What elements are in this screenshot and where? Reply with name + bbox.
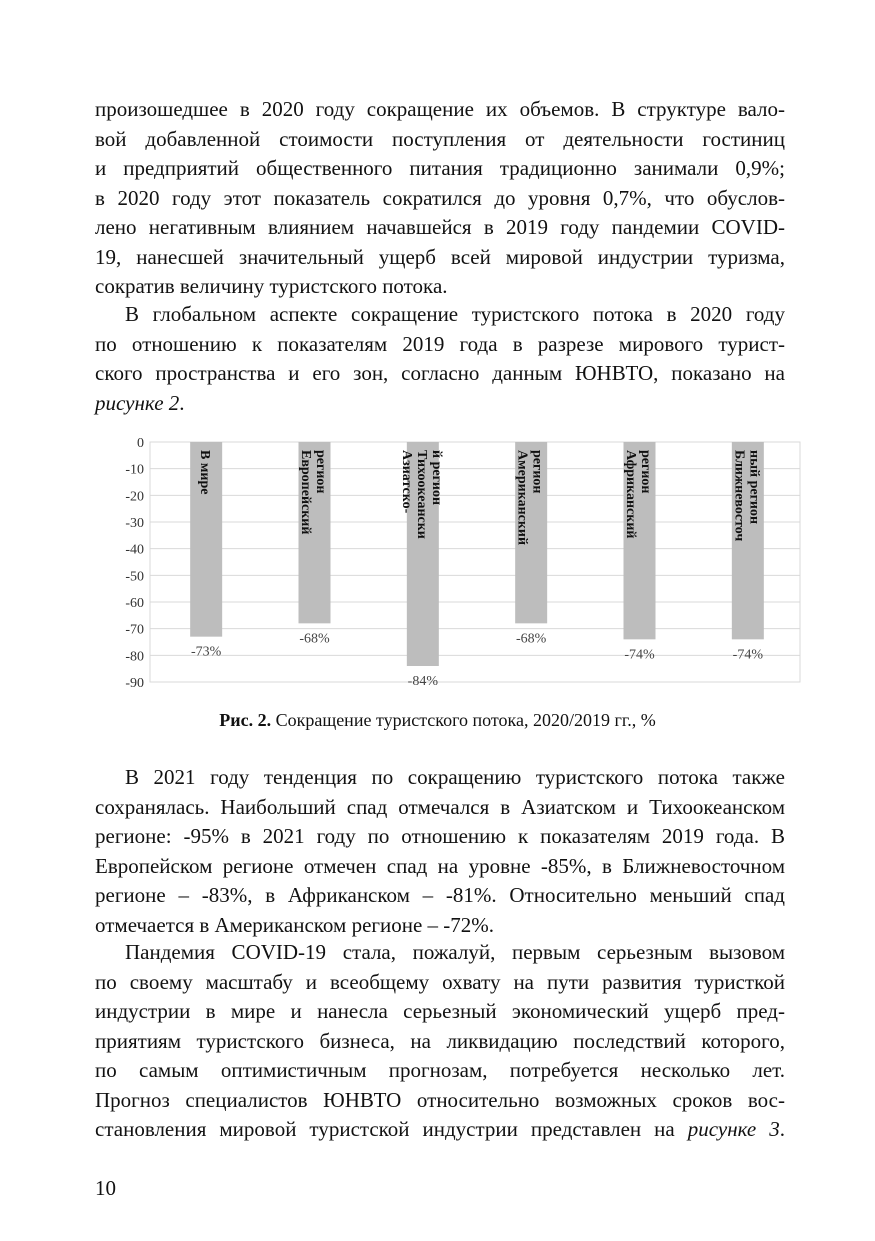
data-label: -68% [299, 631, 330, 647]
punctuation: . [179, 390, 185, 415]
category-label-line: регион [313, 450, 328, 494]
text-line: В глобальном аспекте сокращение туристского потока в 2020 году [125, 302, 785, 326]
plot-area-border [150, 442, 800, 682]
category-label-line: Африканский [623, 450, 638, 539]
data-label: -84% [407, 674, 438, 689]
y-tick-label: -70 [125, 622, 144, 638]
text-line: 19, нанесшей значительный ущерб всей мировой индустрии туризма, [95, 244, 785, 269]
category-label-line: регион [529, 450, 545, 494]
text-line: регионе: -95% в 2021 году по отношению к показателям 2019 года. В [95, 824, 785, 848]
paragraph-4 [95, 938, 785, 1145]
data-label: -73% [191, 644, 222, 660]
text-line: Европейском регионе отмечен спад на уровне -85%, в Ближневосточном [95, 853, 785, 878]
category-label [197, 450, 212, 494]
text-line: отмечается в Американском регионе – -72%. [95, 912, 495, 937]
paragraph-1 [95, 95, 785, 302]
y-tick-label: -20 [125, 489, 144, 505]
y-tick-label: -10 [125, 462, 144, 478]
paragraph-3 [95, 763, 785, 940]
category-label-line: Ближневосточ [731, 450, 747, 542]
text-line: произошедшее в 2020 году сокращение их объемов. В структуре вало- [95, 97, 785, 121]
y-tick-label: -40 [125, 542, 144, 558]
y-tick-label: -60 [125, 596, 144, 611]
figure-caption [0, 710, 875, 731]
text-line: сохранялась. Наибольший спад отмечался в Азиатском и Тихоокеанском [95, 794, 785, 819]
category-label-line: й регион [428, 450, 444, 506]
data-label: -74% [624, 647, 655, 663]
category-label-line: ный регион [746, 450, 762, 525]
y-tick-label: -30 [125, 516, 144, 531]
caption-text: Сокращение туристского потока, 2020/2019 гг., % [271, 710, 656, 730]
text-line: сократив величину туристского потока. [95, 274, 448, 298]
y-tick-label: -50 [125, 569, 144, 585]
text-line: В 2021 году тенденция по сокращению туристского потока также [125, 765, 785, 789]
text-line: и предприятий общественного питания традиционно занимали 0,9%; [95, 156, 785, 180]
text-line: ского пространства и его зон, согласно данным ЮНВТО, показано на [95, 361, 785, 385]
text-line: лено негативным влиянием начавшейся в 2019 году пандемии COVID- [95, 215, 785, 239]
caption-label: Рис. 2. [219, 710, 272, 730]
text-line: регионе – -83%, в Африканском – -81%. Относительно меньший спад [95, 883, 785, 907]
text-line: по самым оптимистичным прогнозам, потребуется несколько лет. [95, 1058, 785, 1082]
data-label: -68% [516, 631, 547, 647]
text-line: Пандемия COVID-19 стала, пожалуй, первым серьезным вызовом [125, 940, 785, 964]
category-label-line: Американский [514, 450, 530, 546]
category-label-line: Тихоокеански [413, 450, 429, 539]
figure-reference: рисунке 2 [95, 390, 180, 415]
category-label-line: Азиатско- [398, 450, 414, 514]
page-number: 10 [95, 1176, 116, 1200]
text-line: в 2020 году этот показатель сократился до уровня 0,7%, что обуслов- [95, 185, 785, 210]
bar-chart [110, 428, 805, 698]
figure-2-chart [110, 428, 805, 698]
category-label-line: Европейский [298, 450, 313, 535]
category-label-line: регион [638, 450, 653, 494]
y-tick-label: -90 [125, 676, 144, 691]
text-line: индустрии в мире и нанесла серьезный экономический ущерб пред- [95, 999, 785, 1023]
text-line: вой добавленной стоимости поступления от деятельности гостиниц [95, 126, 785, 151]
text-line: приятиям туристского бизнеса, на ликвидацию последствий которого, [95, 1028, 785, 1053]
punctuation: . [779, 1117, 786, 1141]
data-label: -74% [732, 647, 763, 663]
category-label-line: В мире [197, 450, 213, 495]
figure-reference: рисунке 3 [687, 1117, 780, 1141]
text-line [95, 389, 785, 419]
y-tick-label: -80 [125, 649, 144, 665]
text-segment: становления мировой туристской индустрии представлен на [95, 1117, 675, 1141]
text-line [95, 1115, 785, 1145]
text-line: Прогноз специалистов ЮНВТО относительно возможных сроков вос- [95, 1087, 785, 1112]
text-line: по своему масштабу и всеобщему охвату на пути развития туристкой [95, 969, 785, 994]
paragraph-2 [95, 300, 785, 418]
y-tick-label: 0 [137, 436, 144, 451]
text-line: по отношению к показателям 2019 года в разрезе мирового турист- [95, 331, 785, 356]
